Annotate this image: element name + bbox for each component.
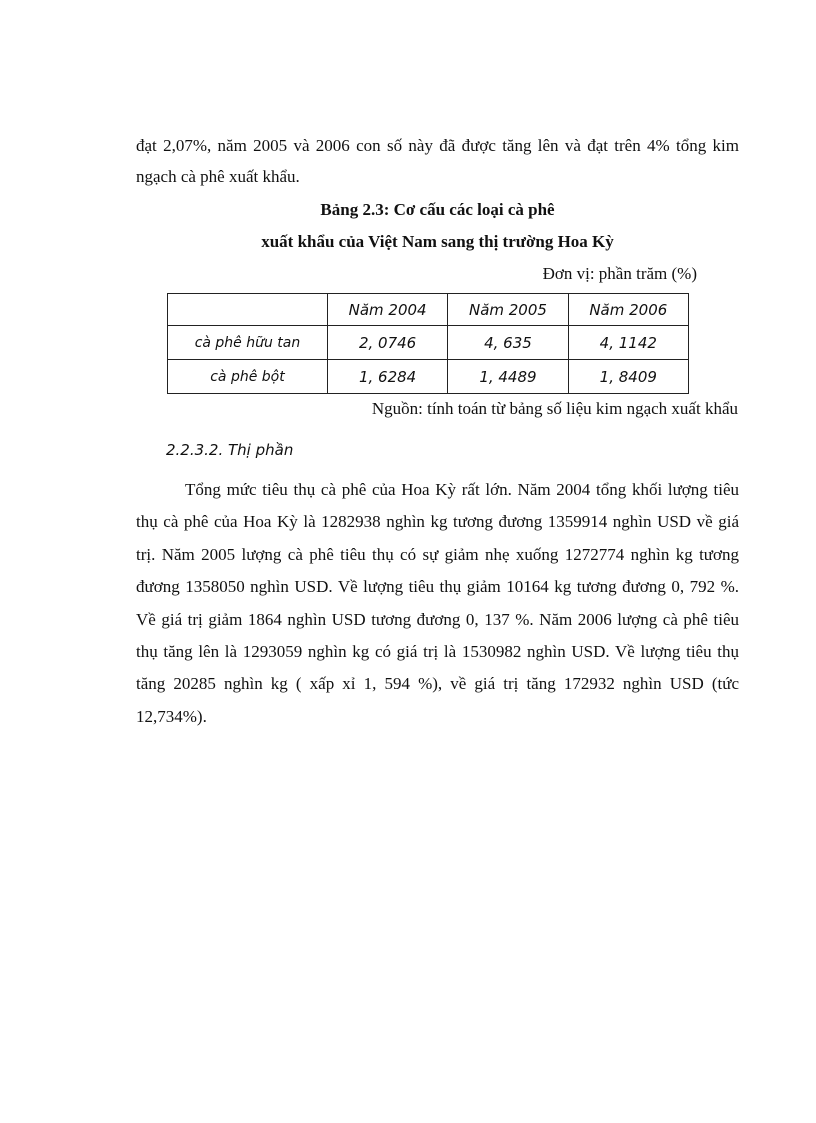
table-cell: 4, 1142 bbox=[568, 326, 688, 360]
main-paragraph: Tổng mức tiêu thụ cà phê của Hoa Kỳ rất lớn. Năm 2004 tổng khối lượng tiêu thụ cà phê của Hoa Kỳ là 1282938 nghìn kg tương đương 1359914 nghìn USD về giá trị. Năm 2005 lượng cà phê tiêu thụ có sự giảm nhẹ xuống 1272774 nghìn kg tương đương 1358050 nghìn USD. Về lượng tiêu thụ giảm 10164 kg tương đương 0, 792 %. Về giá trị giảm 1864 nghìn USD tương đương 0, 137 %. Năm 2006 lượng cà phê tiêu thụ tăng lên là 1293059 nghìn kg có giá trị là 1530982 nghìn USD. Về lượng tiêu thụ tăng 20285 nghìn kg ( xấp xỉ 1, 594 %), về giá trị tăng 172932 nghìn USD (tức 12,734%). bbox=[136, 480, 739, 726]
table-header-cell-2004: Năm 2004 bbox=[327, 294, 447, 326]
table-row-label: cà phê bột bbox=[168, 360, 328, 394]
table-cell: 1, 4489 bbox=[448, 360, 568, 394]
table-row bbox=[168, 326, 689, 360]
table-cell: 1, 6284 bbox=[327, 360, 447, 394]
table-row-label: cà phê hữu tan bbox=[168, 326, 328, 360]
table-header-cell-empty bbox=[168, 294, 328, 326]
table-header-row bbox=[168, 294, 689, 326]
table-caption-line-2: xuất khẩu của Việt Nam sang thị trường Hoa Kỳ bbox=[261, 232, 614, 251]
table-cell: 4, 635 bbox=[448, 326, 568, 360]
table-caption-line-1: Bảng 2.3: Cơ cấu các loại cà phê bbox=[320, 200, 555, 219]
table-row bbox=[168, 360, 689, 394]
subsection-heading: 2.2.3.2. Thị phần bbox=[166, 441, 294, 459]
unit-note: Đơn vị: phần trăm (%) bbox=[542, 264, 697, 283]
table-header-cell-2006: Năm 2006 bbox=[568, 294, 688, 326]
table-cell: 2, 0746 bbox=[327, 326, 447, 360]
source-note: Nguồn: tính toán từ bảng số liệu kim ngạch xuất khẩu bbox=[371, 399, 738, 418]
intro-paragraph: đạt 2,07%, năm 2005 và 2006 con số này đã được tăng lên và đạt trên 4% tổng kim ngạch cà phê xuất khẩu. bbox=[136, 136, 739, 186]
coffee-structure-table bbox=[167, 293, 689, 394]
table-header-cell-2005: Năm 2005 bbox=[448, 294, 568, 326]
table-cell: 1, 8409 bbox=[568, 360, 688, 394]
